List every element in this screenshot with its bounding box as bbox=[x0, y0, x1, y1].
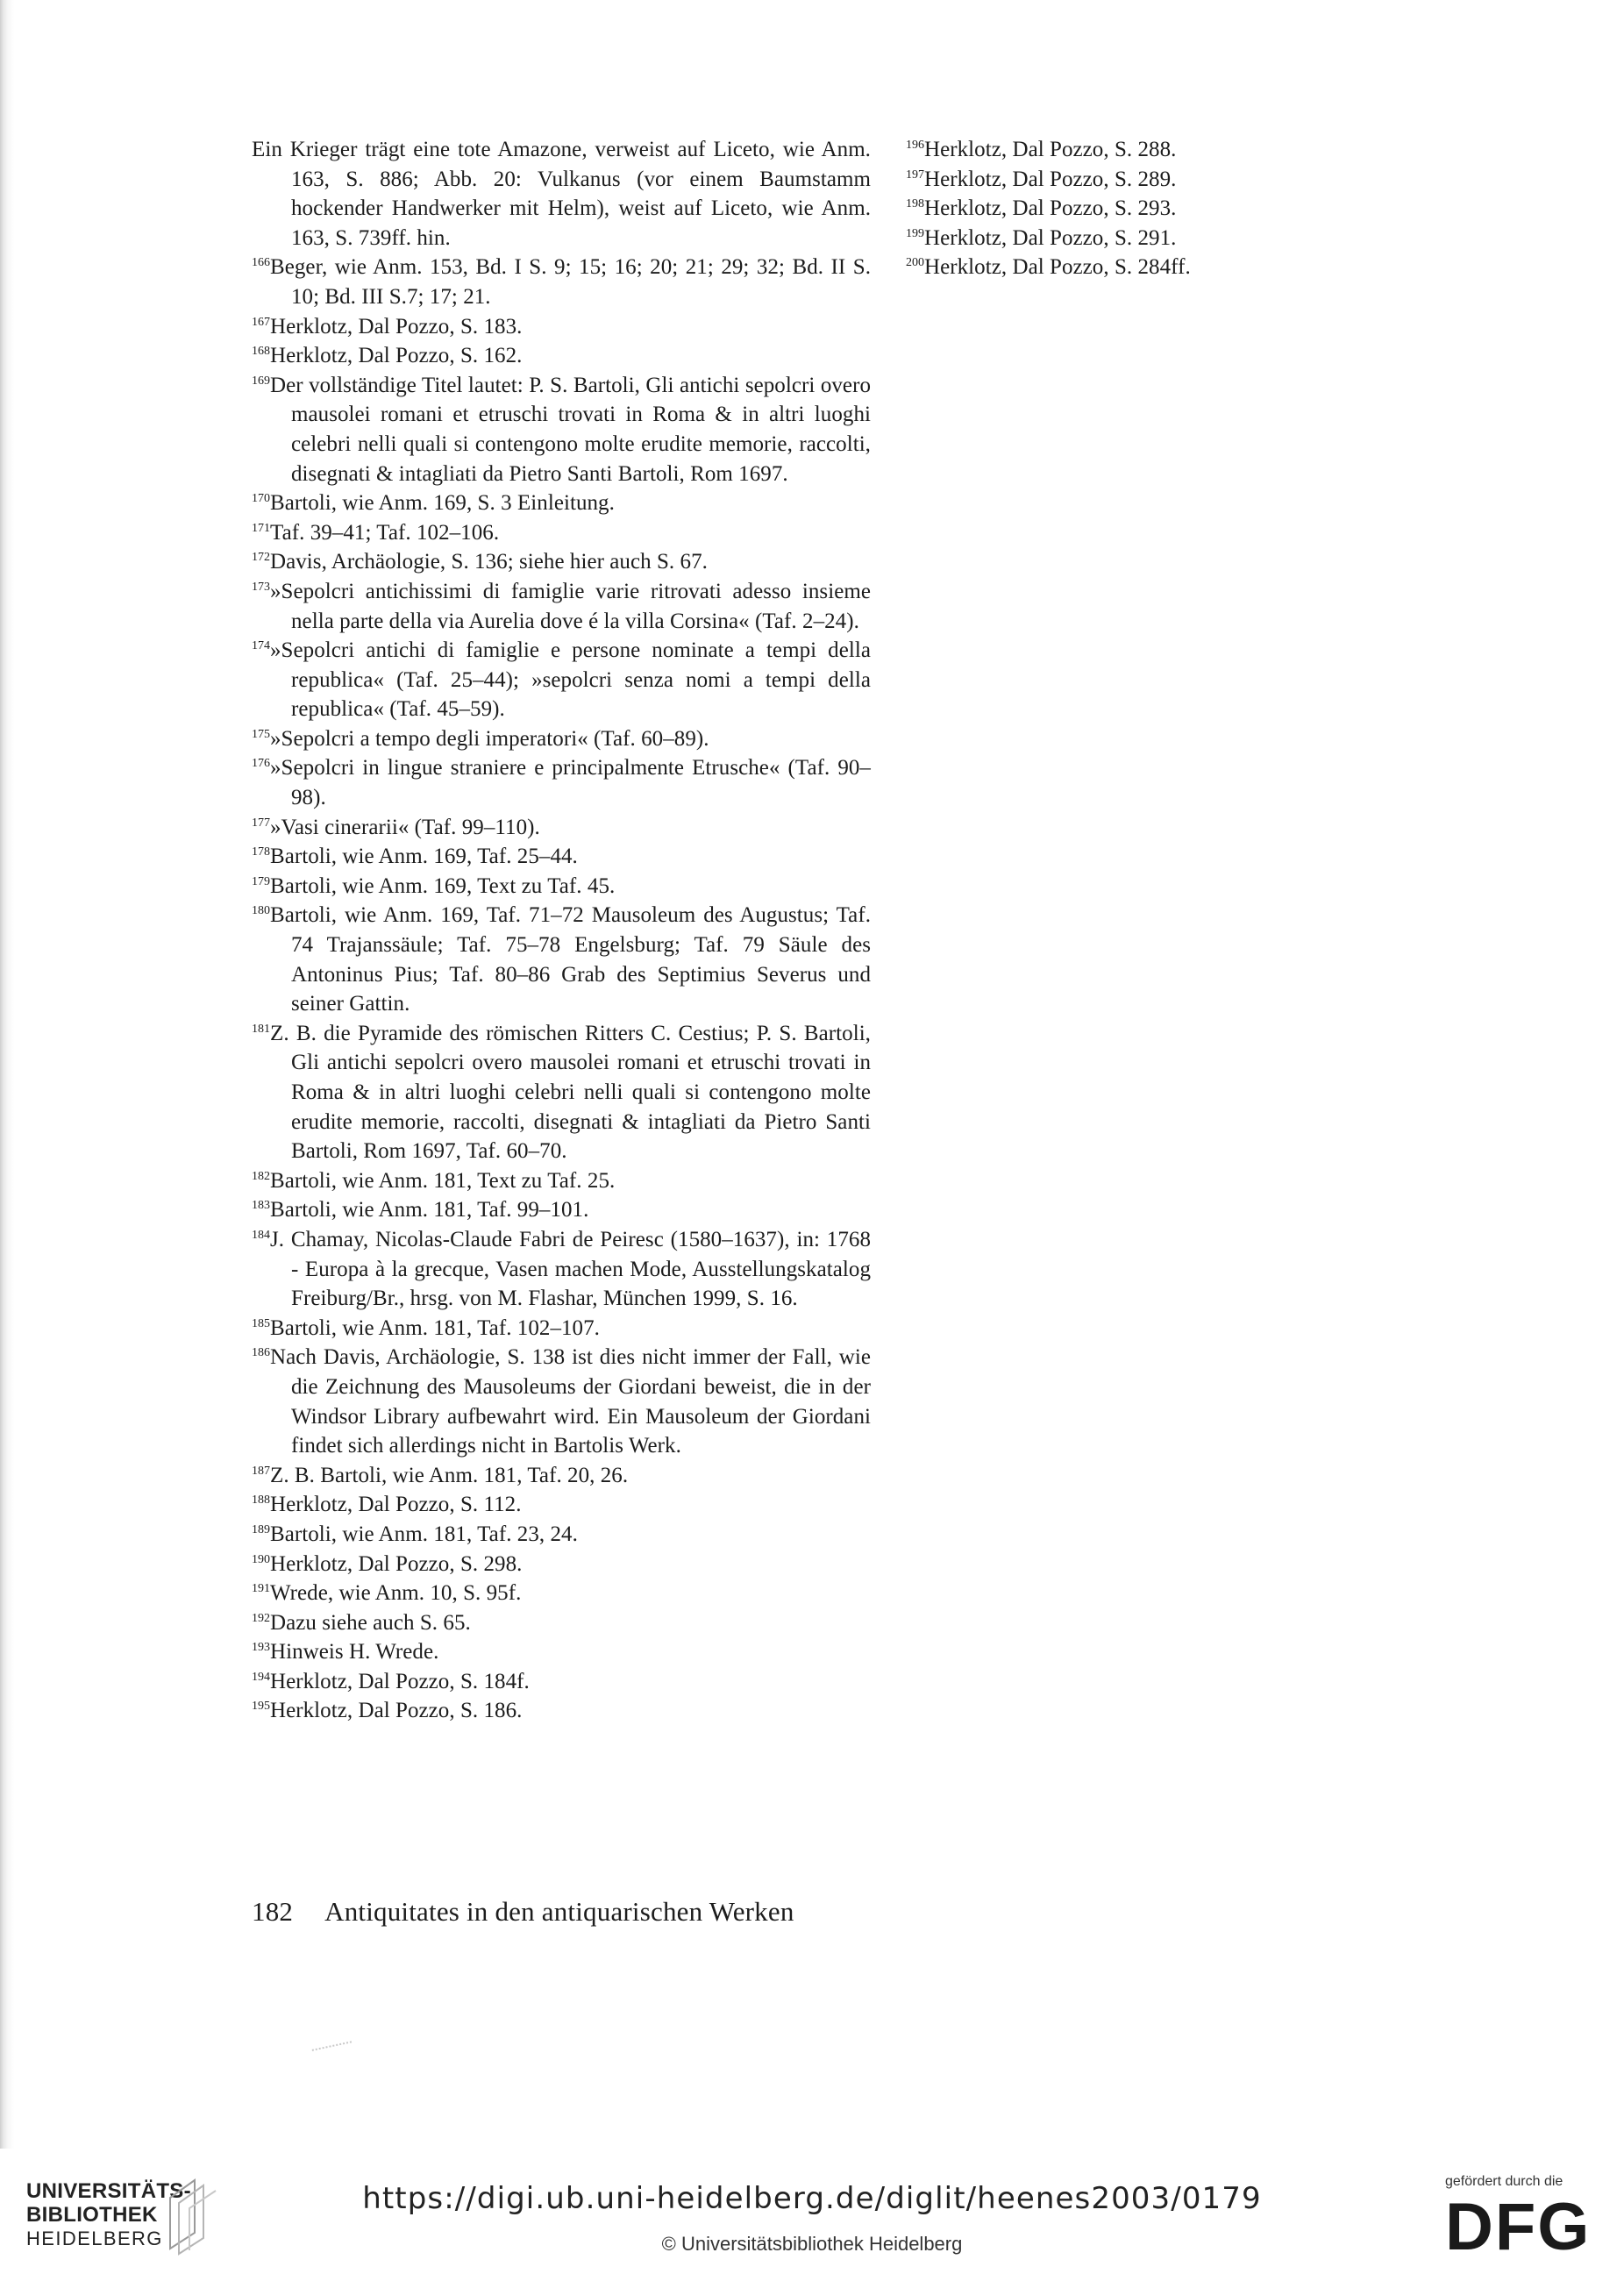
footnote-text: Z. B. Bartoli, wie Anm. 181, Taf. 20, 26. bbox=[270, 1463, 629, 1487]
footnote-text: Herklotz, Dal Pozzo, S. 298. bbox=[270, 1551, 523, 1576]
footnote-number: 200 bbox=[906, 256, 924, 270]
dfg-logo: DFG bbox=[1445, 2190, 1592, 2264]
footnote-text: Bartoli, wie Anm. 169, Text zu Taf. 45. bbox=[270, 873, 616, 898]
footnote-number: 168 bbox=[252, 345, 270, 359]
footnote bbox=[252, 901, 871, 1018]
footnote-text: Herklotz, Dal Pozzo, S. 293. bbox=[924, 196, 1177, 221]
footnote bbox=[252, 1490, 871, 1520]
footnote bbox=[252, 1520, 871, 1550]
footnote-number: 191 bbox=[252, 1582, 270, 1596]
funding-caption: gefördert durch die bbox=[1445, 2174, 1563, 2189]
footnote-number: 167 bbox=[252, 315, 270, 329]
footnote-number: 170 bbox=[252, 492, 270, 506]
footnote-text: Bartoli, wie Anm. 169, Taf. 71–72 Mausoleum des Augustus; Taf. 74 Trajanssäule; Taf. 75–78 Engelsburg; Taf. 79 Säule des Antoninus Pius; Taf. 80–86 Grab des Septimius Severus und seiner Gattin. bbox=[270, 903, 871, 1016]
footnote bbox=[252, 547, 871, 577]
footnote-number: 190 bbox=[252, 1552, 270, 1566]
footnote bbox=[906, 224, 1274, 253]
footnote-number: 196 bbox=[906, 139, 924, 152]
footnote bbox=[252, 371, 871, 488]
footnote bbox=[906, 165, 1274, 195]
university-library-logo: UNIVERSITÄTS- BIBLIOTHEK HEIDELBERG bbox=[26, 2179, 191, 2249]
footnote-number: 173 bbox=[252, 580, 270, 594]
footnote-text: Dazu siehe auch S. 65. bbox=[270, 1610, 471, 1635]
footnote-text: Herklotz, Dal Pozzo, S. 284ff. bbox=[924, 255, 1191, 280]
footnote bbox=[906, 194, 1274, 224]
footnote-number: 174 bbox=[252, 639, 270, 653]
footnote bbox=[252, 636, 871, 724]
page-footer-line bbox=[252, 1896, 794, 1928]
footnote bbox=[252, 488, 871, 518]
footnote bbox=[252, 872, 871, 902]
footnote-number: 172 bbox=[252, 551, 270, 565]
footnote-text: Bartoli, wie Anm. 181, Text zu Taf. 25. bbox=[270, 1168, 616, 1193]
footnote-number: 169 bbox=[252, 374, 270, 388]
footnote-text: Taf. 39–41; Taf. 102–106. bbox=[270, 520, 500, 545]
footnote bbox=[906, 253, 1274, 282]
footnote-text: Ein Krieger trägt eine tote Amazone, verweist auf Liceto, wie Anm. 163, S. 886; Abb. 20: Vulkanus (vor einem Baumstamm hockender Handwerker mit Helm), weist auf Liceto, wie Anm. 163, S. 739ff. hin. bbox=[252, 138, 871, 250]
footnote bbox=[252, 1461, 871, 1491]
footnote-text: »Sepolcri antichi di famiglie e persone nominate a tempi della republica« (Taf. 25–44); »sepolcri senza nomi a tempi della republica« (Taf. 45–59). bbox=[270, 638, 871, 722]
footnote-text: Bartoli, wie Anm. 169, Taf. 25–44. bbox=[270, 845, 578, 869]
footnote-number: 185 bbox=[252, 1316, 270, 1330]
footnote bbox=[252, 135, 871, 253]
footnote-text: Herklotz, Dal Pozzo, S. 162. bbox=[270, 344, 523, 368]
footnote bbox=[252, 724, 871, 754]
footnote-text: Davis, Archäologie, S. 136; siehe hier auch S. 67. bbox=[270, 550, 708, 574]
footnote bbox=[252, 753, 871, 812]
footnote-text: Bartoli, wie Anm. 181, Taf. 99–101. bbox=[270, 1198, 589, 1223]
page-number: 182 bbox=[252, 1896, 294, 1927]
footnote-text: Hinweis H. Wrede. bbox=[270, 1640, 439, 1665]
footnote-number: 183 bbox=[252, 1199, 270, 1213]
footnote-text: »Vasi cinerarii« (Taf. 99–110). bbox=[270, 815, 540, 839]
footnote-number: 166 bbox=[252, 256, 270, 270]
running-title: Antiquitates in den antiquarischen Werken bbox=[324, 1896, 794, 1927]
footnote bbox=[252, 1550, 871, 1579]
footnote-text: »Sepolcri in lingue straniere e principalmente Etrusche« (Taf. 90–98). bbox=[270, 756, 871, 810]
footnote-number: 187 bbox=[252, 1464, 270, 1478]
permalink-url[interactable]: https://digi.ub.uni-heidelberg.de/diglit/heenes2003/0179 bbox=[362, 2181, 1262, 2216]
footnote-text: Herklotz, Dal Pozzo, S. 183. bbox=[270, 314, 523, 339]
footnote-number: 198 bbox=[906, 197, 924, 211]
footnote bbox=[252, 1696, 871, 1726]
footnote bbox=[252, 1195, 871, 1225]
footnote bbox=[906, 135, 1274, 165]
footnote-number: 182 bbox=[252, 1169, 270, 1183]
footnote-text: Herklotz, Dal Pozzo, S. 291. bbox=[924, 225, 1177, 250]
footnote-text: Bartoli, wie Anm. 181, Taf. 102–107. bbox=[270, 1315, 600, 1340]
footnote-text: »Sepolcri a tempo degli imperatori« (Taf. 60–89). bbox=[270, 726, 709, 751]
footnote bbox=[252, 1019, 871, 1166]
footnote-text: Der vollständige Titel lautet: P. S. Bartoli, Gli antichi sepolcri overo mausolei romani et etruschi trovati in Roma & in altri luoghi celebri nelli quali si contengono molte erudite memorie, raccolti, disegnati & intagliati da Pietro Santi Bartoli, Rom 1697. bbox=[270, 373, 871, 486]
footnote-number: 179 bbox=[252, 874, 270, 888]
copyright-notice: © Universitätsbibliothek Heidelberg bbox=[661, 2233, 963, 2255]
footnote-text: Wrede, wie Anm. 10, S. 95f. bbox=[270, 1581, 522, 1606]
footnote bbox=[252, 341, 871, 371]
footnote-number: 184 bbox=[252, 1228, 270, 1242]
footnote-number: 192 bbox=[252, 1611, 270, 1625]
footnote-text: Herklotz, Dal Pozzo, S. 184f. bbox=[270, 1669, 530, 1693]
footnote-text: Herklotz, Dal Pozzo, S. 288. bbox=[924, 138, 1177, 161]
footnote bbox=[252, 1579, 871, 1608]
footnote bbox=[252, 253, 871, 311]
footnote bbox=[252, 1608, 871, 1638]
footnote bbox=[252, 842, 871, 872]
footnote-number: 180 bbox=[252, 904, 270, 918]
footnote-text: Herklotz, Dal Pozzo, S. 186. bbox=[270, 1699, 523, 1723]
footnote bbox=[252, 1343, 871, 1460]
footnote-number: 193 bbox=[252, 1641, 270, 1655]
footnote bbox=[252, 1637, 871, 1667]
scan-page-edge bbox=[0, 0, 14, 2149]
footnote-number: 178 bbox=[252, 845, 270, 859]
footnote-number: 181 bbox=[252, 1022, 270, 1036]
footnotes-left-column bbox=[252, 135, 871, 1726]
footnote-number: 195 bbox=[252, 1700, 270, 1714]
footnote-text: Herklotz, Dal Pozzo, S. 112. bbox=[270, 1493, 522, 1517]
footnotes-right-column bbox=[906, 135, 1274, 282]
footnote-number: 197 bbox=[906, 168, 924, 182]
footnote bbox=[252, 518, 871, 548]
footnote bbox=[252, 813, 871, 843]
footnote-number: 177 bbox=[252, 816, 270, 830]
footnote-number: 176 bbox=[252, 757, 270, 771]
footnote-text: Nach Davis, Archäologie, S. 138 ist dies nicht immer der Fall, wie die Zeichnung des Mausoleums der Giordani beweist, die in der Windsor Library aufbewahrt wird. Ein Mausoleum der Giordani findet sich allerdings nicht in Bartolis Werk. bbox=[270, 1345, 871, 1458]
footnote-text: Bartoli, wie Anm. 181, Taf. 23, 24. bbox=[270, 1522, 578, 1546]
footnote-number: 175 bbox=[252, 727, 270, 741]
footnote-number: 171 bbox=[252, 521, 270, 535]
footnote bbox=[252, 577, 871, 636]
footnote-number: 199 bbox=[906, 226, 924, 240]
footnote-text: J. Chamay, Nicolas-Claude Fabri de Peiresc (1580–1637), in: 1768 - Europa à la grecque, Vasen machen Mode, Ausstellungskatalog Freiburg/Br., hrsg. von M. Flashar, München 1999, S. 16. bbox=[270, 1227, 871, 1311]
footnote bbox=[252, 1314, 871, 1344]
footnote-number: 186 bbox=[252, 1346, 270, 1360]
footnote-text: Z. B. die Pyramide des römischen Ritters C. Cestius; P. S. Bartoli, Gli antichi sepolcri overo mausolei romani et etruschi trovati in Roma & in altri luoghi celebri nelli quali si contengono molte erudite memorie, raccolti, disegnati & intagliati da Pietro Santi Bartoli, Rom 1697, Taf. 60–70. bbox=[270, 1021, 871, 1164]
footnote bbox=[252, 1166, 871, 1196]
footnote-number: 188 bbox=[252, 1493, 270, 1508]
footnote bbox=[252, 1225, 871, 1314]
footnote-number: 194 bbox=[252, 1670, 270, 1684]
footnote-number: 189 bbox=[252, 1522, 270, 1536]
footnote bbox=[252, 1667, 871, 1697]
footnote bbox=[252, 312, 871, 342]
footnote-text: Beger, wie Anm. 153, Bd. I S. 9; 15; 16; 20; 21; 29; 32; Bd. II S. 10; Bd. III S.7; 17; 21. bbox=[270, 255, 871, 309]
footnote-text: »Sepolcri antichissimi di famiglie varie ritrovati adesso insieme nella parte della via Aurelia dove é la villa Corsina« (Taf. 2–24). bbox=[270, 579, 871, 633]
scan-smudge bbox=[312, 2041, 353, 2056]
footnote-text: Herklotz, Dal Pozzo, S. 289. bbox=[924, 167, 1177, 191]
footnote-text: Bartoli, wie Anm. 169, S. 3 Einleitung. bbox=[270, 491, 615, 516]
